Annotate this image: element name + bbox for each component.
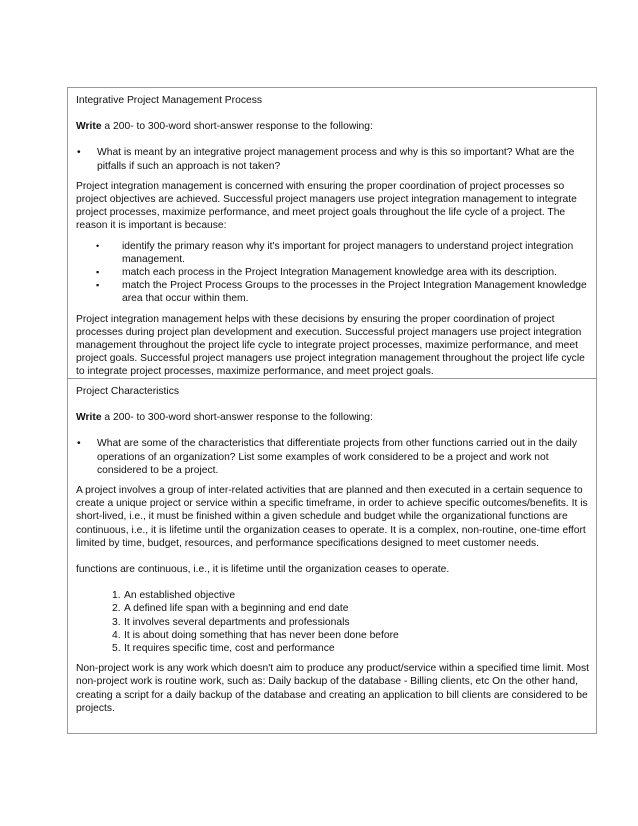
- list-number: 4.: [112, 629, 121, 641]
- list-item: [76, 240, 589, 266]
- question-text: What is meant by an integrative project management process and why is this so important? What are the pitfalls if such an approach is not taken?: [97, 147, 575, 172]
- answer-paragraph: Project integration management is concerned with ensuring the proper coordination of project processes so project objectives are achieved. Successful project managers use project integration management to integrate project processes, maximize performance, and meet project goals throughout the life cycle of a project. The reason it is important is because:: [76, 180, 577, 232]
- list-number: 3.: [112, 616, 121, 628]
- list-item-text: match the Project Process Groups to the processes in the Project Integration Management knowledge area that occur within them.: [122, 280, 587, 305]
- list-item-text: It requires specific time, cost and performance: [124, 643, 335, 655]
- instruction-bold: Write: [76, 412, 102, 424]
- list-item-text: identify the primary reason why it's important for project managers to understand project integration management.: [122, 240, 574, 265]
- answer-paragraph: functions are continuous, i.e., it is lifetime until the organization ceases to operate.: [76, 564, 450, 576]
- list-item-text: match each process in the Project Integration Management knowledge area with its description.: [122, 267, 557, 279]
- instruction-bold: Write: [76, 121, 102, 133]
- question-text: What are some of the characteristics that differentiate projects from other functions carried out in the daily operations of an organization? List some examples of work considered to be a project and work not considered to be a project.: [97, 438, 577, 476]
- square-bullet-icon: ▪: [96, 280, 100, 291]
- list-item: [76, 279, 589, 305]
- list-item: [112, 642, 589, 655]
- answer-paragraph: A project involves a group of inter-related activities that are planned and then executed in a certain sequence to create a unique project or service within a specific timeframe, in order to achieve specific outcomes/benefits. It is short-lived, i.e., it must be finished within a given schedule and budget while the organizational functions are continuous, i.e., it is lifetime until the organization ceases to operate. It is a complex, non-routine, one-time effort limited by time, budget, resources, and performance specifications designed to meet customer needs.: [76, 485, 588, 549]
- answer-paragraph: Project integration management helps with these decisions by ensuring the proper coordination of project processes during project plan development and execution. Successful project managers use project integration management throughout the project life cycle to integrate project processes, maximize performance, and meet project goals. Successful project managers use project integration management throughout the project life cycle to integrate project processes, maximize performance, and meet project goals.: [76, 313, 585, 378]
- bullet-icon: •: [96, 240, 100, 251]
- instruction: [76, 411, 589, 424]
- bullet-icon: •: [77, 438, 81, 450]
- list-item: [112, 629, 589, 642]
- section-title: Integrative Project Management Process: [76, 95, 263, 106]
- question-item: [76, 146, 589, 172]
- list-number: 1.: [112, 590, 121, 602]
- question-item: [76, 437, 589, 477]
- characteristics-list: [76, 589, 589, 655]
- list-item: [112, 602, 589, 615]
- section-project-characteristics: [68, 378, 596, 733]
- list-item: [76, 266, 589, 279]
- instruction-text: a 200- to 300-word short-answer response to the following:: [101, 412, 373, 424]
- list-item: [112, 589, 589, 602]
- section-title: Project Characteristics: [76, 386, 179, 397]
- square-bullet-icon: ▪: [96, 267, 100, 278]
- instruction-text: a 200- to 300-word short-answer response to the following:: [101, 121, 373, 133]
- document-table: [67, 87, 597, 734]
- list-item: [112, 616, 589, 629]
- answer-paragraph: Non-project work is any work which doesn't aim to produce any product/service within a specified time limit. Most non-project work is routine work, such as: Daily backup of the database - Billing clients, etc On the other hand, creating a script for a daily backup of the database and creating an application to bill clients are considered to be projects.: [76, 663, 590, 714]
- list-item-text: It involves several departments and professionals: [124, 616, 350, 628]
- list-number: 2.: [112, 603, 121, 615]
- list-item-text: A defined life span with a beginning and end date: [124, 603, 349, 615]
- section-integrative-pm: [68, 88, 596, 378]
- list-item-text: It is about doing something that has never been done before: [124, 629, 399, 641]
- instruction: [76, 120, 589, 133]
- list-number: 5.: [112, 643, 121, 655]
- list-item-text: An established objective: [124, 590, 236, 602]
- reason-list: [76, 240, 589, 306]
- bullet-icon: •: [77, 147, 81, 159]
